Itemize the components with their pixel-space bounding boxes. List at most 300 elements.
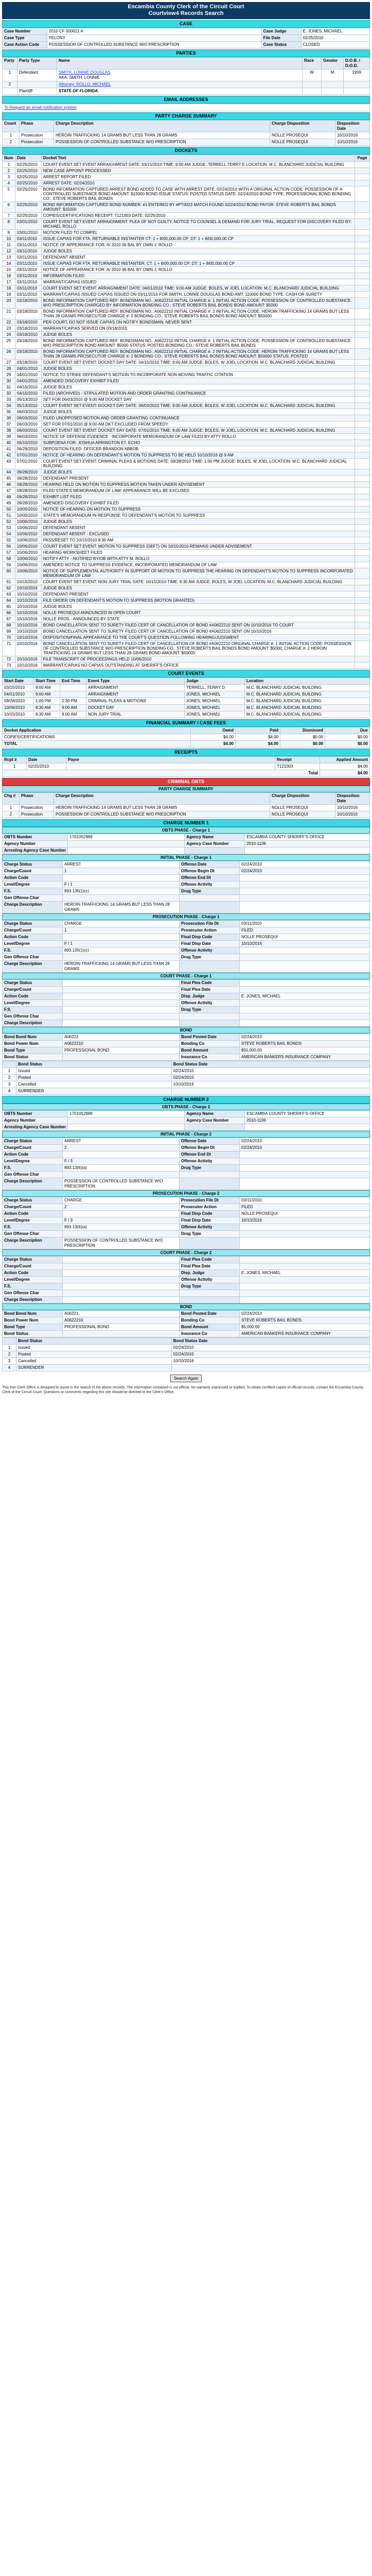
dk-col-page: Page [355, 155, 370, 162]
fin-app: COPIES/CERTIFICATIONS [3, 734, 191, 741]
docket-page [355, 604, 370, 610]
fin-paid: $4.00 [236, 734, 280, 741]
docket-text: DEPOSITION FILED: OFFICER BRANDON ABBOB [41, 446, 355, 452]
field-value: CHARGE [63, 1197, 180, 1204]
field-label: Charge Description [3, 1178, 63, 1190]
docket-num: 20 [3, 298, 15, 309]
field-label [180, 1172, 240, 1178]
docket-row [3, 434, 370, 440]
fin-col-due: Due [325, 727, 370, 734]
docket-date: 10/06/2010 [15, 550, 41, 556]
docket-page [355, 326, 370, 332]
field-label: Drug Type [180, 954, 240, 961]
bond-status-date: 10/10/2016 [171, 1081, 369, 1088]
charge2-bond-row [3, 1331, 370, 1337]
field-value: 893.135(1)(c) [63, 888, 180, 895]
docket-num: 71 [3, 641, 15, 656]
field-value [240, 1013, 370, 1020]
docket-row [3, 550, 370, 556]
party-number: 1 [3, 70, 17, 81]
charge2-obts-row [3, 1117, 370, 1124]
charge1-prosecution-row [3, 934, 370, 941]
docket-num: 68 [3, 622, 15, 629]
receipts-header: RECEIPTS [2, 749, 370, 756]
docket-text: HEARING HELD ON MOTION TO SUPPRESS MOTION TAKEN UNDER ADVISEMENT [41, 482, 355, 488]
field-label: Charge Status [3, 1138, 63, 1145]
docket-page [355, 446, 370, 452]
cs-col-date: Disposition Date [335, 121, 370, 132]
field-label: Final Plea Date [180, 1263, 240, 1270]
field-label: Offense Activity [180, 882, 240, 888]
docket-page [355, 598, 370, 604]
parties-col-type: Party Type [17, 58, 57, 70]
docket-num: 12 [3, 248, 15, 255]
docket-text: ISSUE CAPIAS FOR FTA, RETURNABLE INSTANTER; CT: 1 + 8/00,000.00 CP; DT: 1 + 8/00,000.00 CP [41, 261, 355, 267]
docket-date: 02/25/2010 [15, 202, 41, 213]
attorney-link[interactable]: Attorney: ROLLO, MICHAEL [59, 82, 111, 87]
docket-date: 10/06/2010 [15, 544, 41, 550]
file-date-value: 02/25/2010 [301, 35, 369, 42]
docket-num: 25 [3, 338, 15, 349]
docket-num: 37 [3, 421, 15, 428]
cr-phase: Prosecution [20, 811, 54, 818]
docket-row [3, 230, 370, 236]
field-value: AMERICAN BANKERS INSURANCE COMPANY [240, 1054, 370, 1061]
docket-num: 61 [3, 579, 15, 585]
field-value [240, 1000, 370, 1007]
docket-num: 53 [3, 525, 15, 531]
docket-page [355, 579, 370, 585]
bond-status-row [3, 1068, 370, 1075]
docket-date: 10/06/2010 [15, 519, 41, 525]
cs-disp: NOLLE PROSEQUI [270, 132, 335, 139]
field-label: Level/Degree [3, 1000, 63, 1007]
party-name-link[interactable]: SMITH, LONNIE DOUGLAS [59, 70, 111, 75]
docket-row [3, 604, 370, 610]
bond-status-row [3, 1345, 370, 1351]
field-value: AMERICAN BANKERS INSURANCE COMPANY [240, 1331, 370, 1337]
rc-receipt: T121003 [275, 764, 320, 770]
field-label: Charge Description [3, 1297, 63, 1303]
docket-page [355, 610, 370, 616]
file-date-label: File Date [261, 35, 301, 42]
charge2-initial-row [3, 1145, 370, 1151]
field-label: Action Code [3, 1151, 63, 1158]
docket-text: JUDGE BOLES [41, 604, 355, 610]
dockets-header: DOCKETS [2, 147, 370, 155]
field-value [63, 1331, 180, 1337]
docket-text: FILED UNOPPOSED MOTION AND ORDER GRANTING CONTINUANCE [41, 415, 355, 421]
fin-total-owed: $4.00 [191, 741, 236, 748]
field-label: Charge Description [3, 902, 63, 913]
field-value [240, 1020, 370, 1027]
docket-page [355, 349, 370, 360]
charge1-initial-row [3, 868, 370, 875]
field-value: FILED [240, 927, 370, 934]
field-label: Offense Date [180, 861, 240, 868]
field-value: STEVE ROBERTS BAIL BONDS [240, 1041, 370, 1047]
search-again-button[interactable]: Search Again [170, 1375, 202, 1382]
event-row [3, 698, 370, 705]
docket-page [355, 384, 370, 391]
ev-col-start-time: Start Time [34, 678, 60, 685]
docket-row [3, 500, 370, 506]
docket-date: 03/18/2010 [15, 298, 41, 309]
charge1-prosecution-table [2, 920, 370, 973]
charge1-court-header: COURT PHASE - Charge 1 [2, 973, 370, 979]
charge2-obts-table [2, 1110, 370, 1131]
field-value: STEVE ROBERTS BAIL BONDS [240, 1317, 370, 1324]
docket-row [3, 349, 370, 360]
docket-date: 04/01/2010 [15, 378, 41, 384]
charge2-obts-row [3, 1111, 370, 1117]
charge2-obts-row [3, 1124, 370, 1131]
docket-num: 19 [3, 292, 15, 298]
cs-col-phase: Phase [20, 121, 54, 132]
docket-num: 49 [3, 500, 15, 506]
field-label: Agency Name [185, 834, 245, 841]
field-label: Charge Description [3, 1238, 63, 1249]
parties-table [2, 57, 370, 95]
docket-text: COURT EVENT SET EVENT ARRAIGNMENT: PLEA OF NOT GUILTY, NOTICE TO COUNSEL & DEMAND FOR JURY TRIAL, REQUEST FOR DISCOVERY FILED BY: MICHAEL ROLLO [41, 219, 355, 230]
dockets-table [2, 155, 370, 669]
docket-row [3, 622, 370, 629]
docket-date: 03/11/2010 [15, 242, 41, 248]
docket-text: SET FOR 06/03/2010 @ 9:00 AM DOCKET DAY [41, 397, 355, 403]
docket-num: 11 [3, 242, 15, 248]
docket-date: 10/10/2016 [15, 663, 41, 669]
docket-date: 06/29/2010 [15, 446, 41, 452]
email-notification-link[interactable]: To Request an email notification system [4, 105, 77, 110]
parties-col-party: Party [3, 58, 17, 70]
docket-text: JUDGE BOLES [41, 585, 355, 591]
docket-page [355, 162, 370, 168]
field-value: 893.13(6)(a) [63, 1224, 180, 1231]
rc-date: 02/25/2010 [27, 764, 66, 770]
field-label: Offense Activity [180, 1277, 240, 1283]
party-aka: AKA: SMITH, LONNIE [59, 75, 100, 80]
field-label: Action Code [3, 1270, 63, 1277]
docket-num: 70 [3, 635, 15, 641]
docket-page [355, 372, 370, 378]
rc-col-date: Date [27, 757, 66, 764]
field-value: 893.135(1)(c) [63, 947, 180, 954]
field-value: 02/24/2010 [240, 1138, 370, 1145]
cs-date: 10/10/2016 [335, 132, 370, 139]
field-label: Action Code [3, 875, 63, 882]
rc-payor [66, 764, 275, 770]
banner-subtitle: Courtview4 Records Search [148, 10, 224, 16]
event-start-date: 10/15/2010 [3, 711, 34, 718]
field-value: $5,000.00 [240, 1324, 370, 1331]
field-value [63, 1000, 180, 1007]
docket-text: DEFENDANT ABSENT [41, 255, 355, 261]
field-label: Charge/Count [3, 927, 63, 934]
ev-col-judge: Judge [184, 678, 244, 685]
docket-page [355, 519, 370, 525]
docket-num: 54 [3, 531, 15, 537]
charge1-bond-table [2, 1033, 370, 1061]
fin-col-owed: Owed [191, 727, 236, 734]
field-value [240, 1165, 370, 1172]
field-label: Level/Degree [3, 1158, 63, 1165]
docket-num: 66 [3, 610, 15, 616]
field-value: 10/10/2016 [240, 941, 370, 947]
field-value: FILED [240, 1204, 370, 1211]
field-label: Drug Type [180, 1007, 240, 1013]
docket-text: WARRANT/CAPIAS SERVED ON 03/18/2010 [41, 326, 355, 332]
field-label: Final Plea Code [180, 1257, 240, 1263]
docket-text: NOTICE TO STRIKE DEFENDANT'S MOTION TO INCORPORATE NON-MOVING TRAFFIC CITATION [41, 372, 355, 378]
docket-page [355, 338, 370, 349]
charge-1-section [2, 819, 370, 1095]
field-label: Charge Status [3, 921, 63, 927]
field-label: F.S. [3, 1224, 63, 1231]
docket-page [355, 168, 370, 174]
field-value: 1701052999 [68, 1111, 185, 1117]
charge1-prosecution-row [3, 961, 370, 973]
docket-num: 31 [3, 384, 15, 391]
field-label: Bond Amount [180, 1047, 240, 1054]
field-label: Charge Description [3, 961, 63, 973]
docket-page [355, 292, 370, 298]
docket-date: 03/18/2010 [15, 338, 41, 349]
docket-num: 57 [3, 550, 15, 556]
party-type: Defendant [17, 70, 57, 81]
docket-row [3, 360, 370, 366]
docket-num: 59 [3, 562, 15, 568]
docket-row [3, 378, 370, 384]
plaintiff-name: STATE OF FLORIDA [59, 89, 98, 93]
docket-num: 21 [3, 309, 15, 319]
bond-status-row [3, 1351, 370, 1358]
ev-col-location: Location [244, 678, 369, 685]
docket-page [355, 219, 370, 230]
docket-text: BOND INFORMATION CAPTURED BOND NUMBER: #1 ENTERED BY #PT0023 MATCH FOUND 02/24/2010 BOND PAYOR: STEVE ROBERTS BAIL BONDS AMOUNT: $15000 [41, 202, 355, 213]
field-value [68, 841, 185, 848]
docket-page [355, 298, 370, 309]
email-header: EMAIL ADDRESSES [2, 96, 370, 104]
docket-page [355, 550, 370, 556]
field-label: Gen Offense Char [3, 1231, 63, 1238]
field-label: Charge/Count [3, 868, 63, 875]
charge2-prosecution-row [3, 1231, 370, 1238]
docket-row [3, 187, 370, 202]
event-end-time: 9:00 AM [60, 705, 86, 711]
field-value [240, 1007, 370, 1013]
cr-col-phase: Phase [20, 793, 54, 805]
bond-status-row [3, 1088, 370, 1095]
docket-text: ARREST DATE: 02/24/2010 [41, 180, 355, 187]
docket-text: AMENDED NOTICE TO SUPPRESS EVIDENCE, INCORPORATED MEMORANDUM OF LAW [41, 562, 355, 568]
docket-text: BOND CANCELLATION SENT TO SURETY FILED CERT OF CANCELLATION OF BOND #A0622210 ORIGINAL CHARGE #: 1 INITIAL ACTION CODE: POSSESSION OF CONTROLLED SUBSTANCE W/O PRESCRIPTION BONDING CO.: STEVE ROBERTS BAIL BONDS BOND AMOUNT: $5000; CHARGE #: 2 HEROIN TRAFFICKING 14 GRAMS BUT LESS THAN 28 GRAMS BOND AMOUNT: $50000 [41, 641, 355, 656]
field-label: Offense Activity [180, 1158, 240, 1165]
field-value [240, 1172, 370, 1178]
charge1-court-row [3, 993, 370, 1000]
event-start-time: 9:00 AM [34, 685, 60, 691]
docket-text: WARRANT/CAPIAS NO CAPIAS OUTSTANDING AT SHERIFF'S OFFICE [41, 663, 355, 669]
field-label: Prosecutor Action [180, 1204, 240, 1211]
party-type: Plaintiff [17, 88, 57, 95]
docket-page [355, 488, 370, 494]
docket-text: BOND INFORMATION CAPTURED REF: BONDSMAN NO.: A0622210 INITIAL CHARGE #: 1 INITIAL ACTION CODE: POSSESSION OF CONTROLLED SUBSTANCE W/O PRESCRIPTION BOND AMOUNT: $5000 STATUS: POSTED BONDING CO.: STEVE ROBERTS BAIL BONDS [41, 338, 355, 349]
charge1-court-table [2, 979, 370, 1027]
docket-text: JUDGE BOLES [41, 332, 355, 338]
docket-text: JUDGE BOLES [41, 384, 355, 391]
field-label [180, 902, 240, 913]
docket-text: MOTION FILED TO COMPEL [41, 230, 355, 236]
docket-text: NOTICE OF APPEARANCE FOR: A/ 2010 06 BAL BY OWN J; ROLLO [41, 267, 355, 273]
docket-row [3, 494, 370, 500]
docket-page [355, 476, 370, 482]
bond-status-num: 2 [3, 1075, 16, 1081]
field-label: Prosecution File Dt [180, 1197, 240, 1204]
docket-row [3, 610, 370, 616]
dk-col-num: Num [3, 155, 15, 162]
field-label: Offense Begin Dt [180, 868, 240, 875]
docket-row [3, 579, 370, 585]
rc-amount: $4.00 [320, 764, 370, 770]
docket-num: 64 [3, 598, 15, 604]
docket-num: 63 [3, 591, 15, 598]
charge2-court-row [3, 1290, 370, 1297]
field-value [240, 1257, 370, 1263]
docket-row [3, 519, 370, 525]
charge2-initial-row [3, 1138, 370, 1145]
docket-num: 67 [3, 616, 15, 622]
parties-header: PARTIES [2, 49, 370, 57]
docket-page [355, 391, 370, 397]
docket-row [3, 629, 370, 635]
bond-status-row [3, 1081, 370, 1088]
bond-status-row [3, 1358, 370, 1365]
docket-num: 62 [3, 585, 15, 591]
docket-num: 34 [3, 403, 15, 409]
bond-status-head [3, 1338, 370, 1345]
docket-row [3, 255, 370, 261]
docket-row [3, 506, 370, 513]
field-label: Level/Degree [3, 1217, 63, 1224]
docket-page [355, 591, 370, 598]
docket-page [355, 500, 370, 506]
docket-num: 4 [3, 180, 15, 187]
field-label: Bond Type [3, 1047, 63, 1054]
docket-text: JUDGE BOLES [41, 248, 355, 255]
docket-page [355, 525, 370, 531]
docket-num: 44 [3, 469, 15, 476]
field-value [63, 993, 180, 1000]
docket-date: 10/10/2016 [15, 591, 41, 598]
field-value [63, 1020, 180, 1027]
docket-row [3, 180, 370, 187]
field-label: Offense End Dt [180, 875, 240, 882]
cr-col-desc: Charge Description [54, 793, 270, 805]
docket-date: 06/03/2010 [15, 421, 41, 428]
docket-row [3, 591, 370, 598]
docket-text: BOND INFORMATION CAPTURED REF: BONDSMAN NO.: A0622210 INITIAL CHARGE #: 2 INITIAL ACTION CODE: HEROIN TRAFFICKING 14 GRAMS BUT LESS THAN 28 GRAMS PROSECUTOR CHARGE #: 2 BONDING CO.: STEVE ROBERTS BAIL BONDS BOND AMOUNT: $50000 [41, 309, 355, 319]
docket-date: 10/06/2010 [15, 525, 41, 531]
case-status-label: Case Status [261, 42, 301, 48]
docket-page [355, 319, 370, 326]
docket-num: 2 [3, 168, 15, 174]
field-value [240, 1178, 370, 1190]
fin-total-due: $0.00 [325, 741, 370, 748]
bond-status-num: 2 [3, 1351, 16, 1358]
docket-num: 36 [3, 415, 15, 421]
charge2-bond-table [2, 1310, 370, 1337]
field-value: ESCAMBIA COUNTY SHERIFF'S OFFICE [245, 1111, 370, 1117]
docket-date: 10/10/2016 [15, 604, 41, 610]
events-header: COURT EVENTS [2, 670, 370, 677]
field-label: Bond Type [3, 1324, 63, 1331]
bs-col-status: Bond Status [16, 1338, 172, 1345]
docket-text: PASS/RESET TO 10/15/2010 8:30 AM [41, 537, 355, 544]
charge1-initial-table [2, 861, 370, 913]
docket-text: COURT EVENT SET EVENT ARRAIGNMENT DATE: 03/15/2010 TIME: 9:00 AM JUDGE: TERRELL TERRY E LOCATION: M.C. BLANCHARD JUDICIAL BUILDING [41, 162, 355, 168]
dk-col-date: Date [15, 155, 41, 162]
field-label: Bond Amount [180, 1324, 240, 1331]
field-value: 03/11/2010 [240, 1197, 370, 1204]
docket-page [355, 506, 370, 513]
cr-col-date: Disposition Date [335, 793, 370, 805]
bond-status-date: 10/10/2016 [171, 1358, 369, 1365]
bond-status-date: 02/24/2010 [171, 1075, 369, 1081]
docket-row [3, 544, 370, 550]
docket-row [3, 202, 370, 213]
field-label: Action Code [3, 934, 63, 941]
field-value: E. JONES, MICHAEL [240, 1270, 370, 1277]
event-judge: TERRELL, TERRY D [184, 685, 244, 691]
case-status-value: CLOSED [301, 42, 369, 48]
docket-date: 03/11/2010 [15, 285, 41, 292]
docket-date: 03/11/2010 [15, 279, 41, 285]
field-label: Prosecution File Dt [180, 921, 240, 927]
docket-date: 02/25/2010 [15, 168, 41, 174]
docket-date: 10/10/2016 [15, 610, 41, 616]
charge2-court-table [2, 1256, 370, 1303]
docket-row [3, 332, 370, 338]
ev-col-type: Event Type [86, 678, 185, 685]
charge2-court-row [3, 1263, 370, 1270]
docket-text: NOLLE PROS - ANNOUNCED BY STATE [41, 616, 355, 622]
field-value: F / 3 [63, 1158, 180, 1165]
docket-date: 04/15/2010 [15, 384, 41, 391]
charge2-initial-table [2, 1138, 370, 1190]
docket-text: BOND INFORMATION CAPTURED ARREST BOND ADDED TO CASE WITH ARREST DATE: 02/24/2010 WITH A ORIGINAL ACTION CODE: POSSESSION OF A CONTROLLED SUBSTANCE BOND AMOUNT: $15000 BOND ISSUE STATUS: POSTED STATUS DATE: 02/24/2010 BOND TYPE: PROFESSIONAL BOND BONDING CO.: STEVE ROBERTS BAIL BONDS [41, 187, 355, 202]
docket-date: 03/18/2010 [15, 360, 41, 366]
bond-status-num: 4 [3, 1088, 16, 1095]
field-label: Offense End Dt [180, 1151, 240, 1158]
bond-status: Posted [16, 1075, 172, 1081]
docket-date: 09/28/2010 [15, 500, 41, 506]
field-value: F / 1 [63, 941, 180, 947]
field-label: Offense Date [180, 1138, 240, 1145]
field-label: Agency Case Number [185, 841, 245, 848]
field-value: ESCAMBIA COUNTY SHERIFF'S OFFICE [245, 834, 370, 841]
docket-num: 29 [3, 372, 15, 378]
docket-row [3, 261, 370, 267]
event-row [3, 685, 370, 691]
docket-text: JUDGE BOLES [41, 409, 355, 415]
event-location: M.C. BLANCHARD JUDICIAL BUILDING [244, 685, 369, 691]
charge1-bond-row [3, 1034, 370, 1041]
charge2-initial-row [3, 1178, 370, 1190]
cs-col-count: Count [3, 121, 20, 132]
case-number-label: Case Number [3, 28, 47, 35]
event-judge: JONES, MICHAEL [184, 711, 244, 718]
cr-chg: 2 [3, 811, 20, 818]
docket-text: NOTICE OF HEARING ON MOTION TO SUPPRESS [41, 506, 355, 513]
